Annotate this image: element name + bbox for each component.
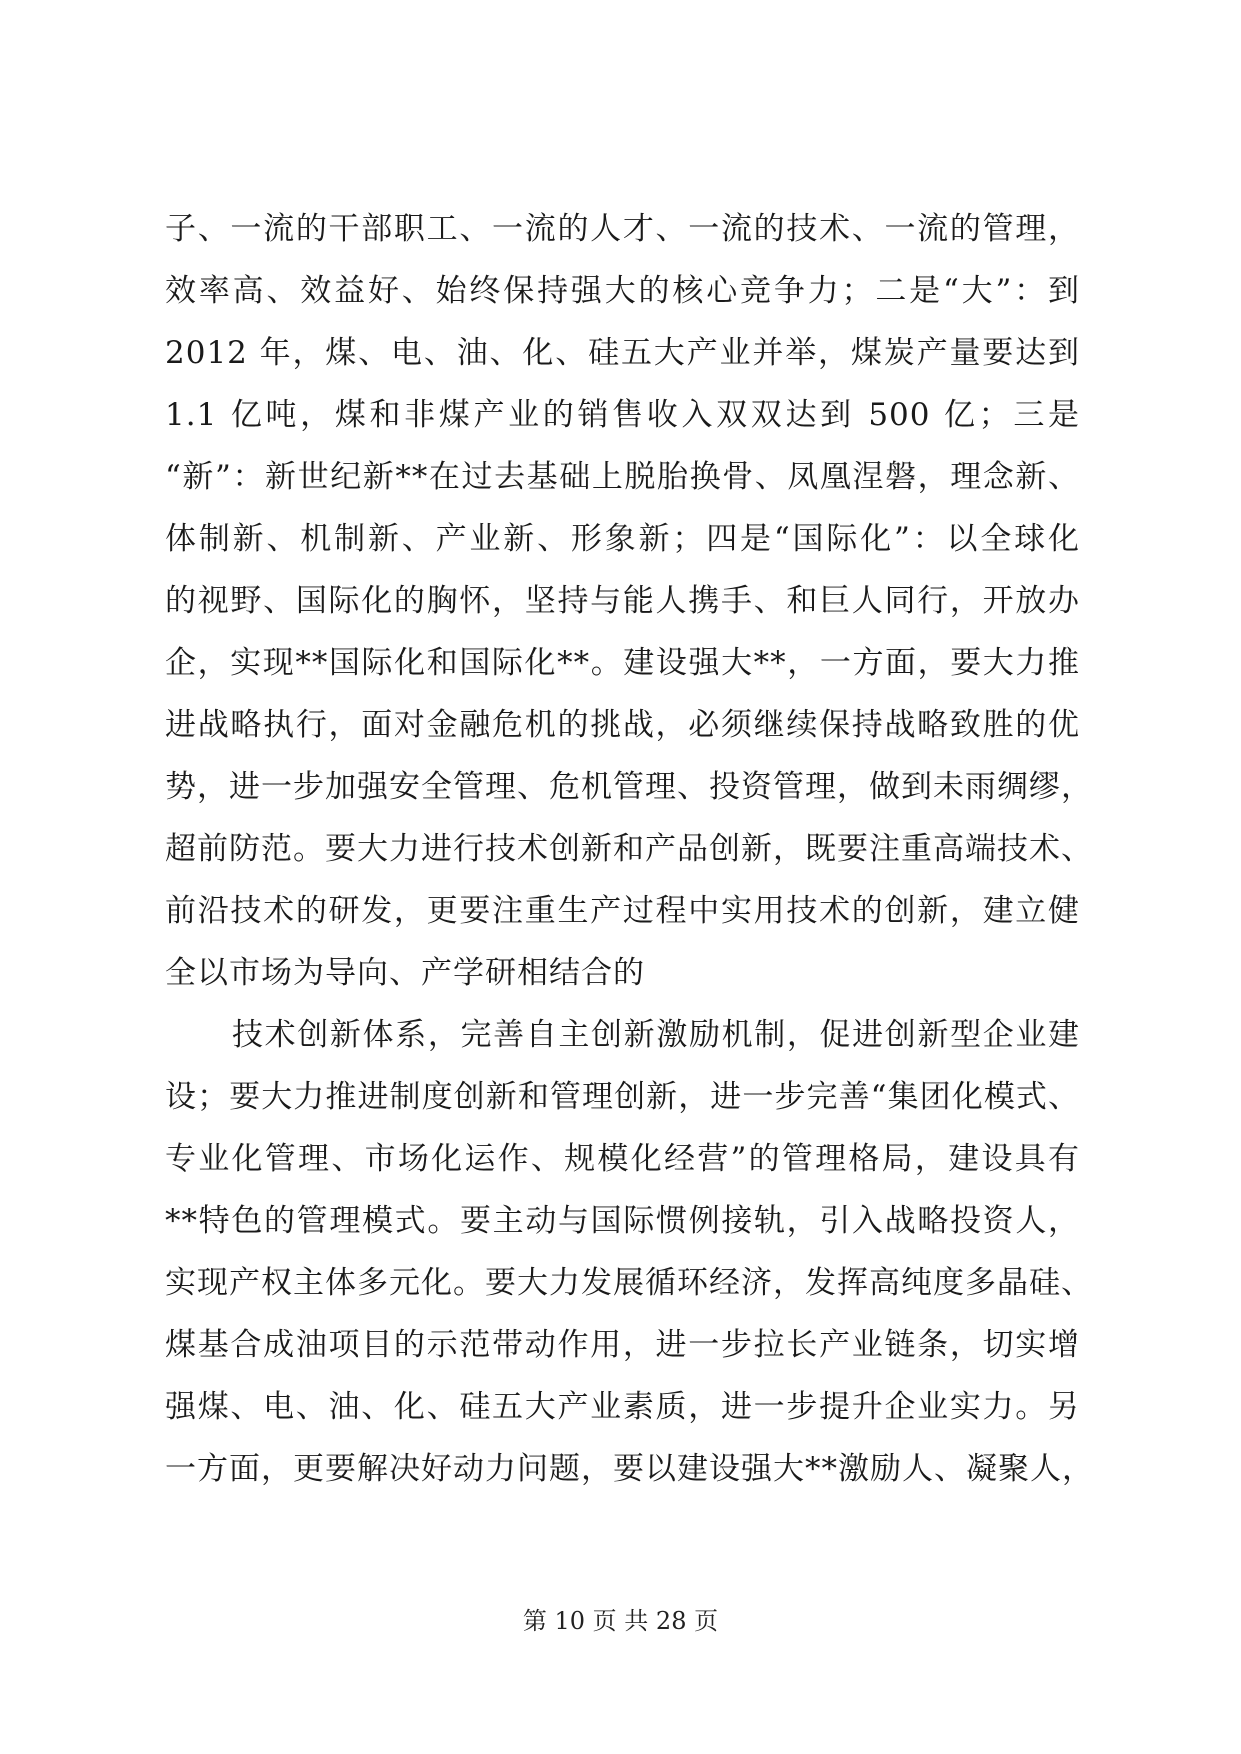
text-line: **特色的管理模式。要主动与国际惯例接轨，引入战略投资人，	[165, 1203, 1080, 1239]
text-line: 企，实现**国际化和国际化**。建设强大**，一方面，要大力推	[165, 645, 1080, 681]
text-line: 一方面，更要解决好动力问题，要以建设强大**激励人、凝聚人，	[165, 1451, 1094, 1487]
text-line: 实现产权主体多元化。要大力发展循环经济，发挥高纯度多晶硅、	[165, 1265, 1093, 1301]
text-line: 效率高、效益好、始终保持强大的核心竞争力；二是“大”：到	[165, 273, 1080, 309]
text-line: 强煤、电、油、化、硅五大产业素质，进一步提升企业实力。另	[165, 1389, 1080, 1425]
text-line: 设；要大力推进制度创新和管理创新，进一步完善“集团化模式、	[165, 1079, 1080, 1115]
text-line: 势，进一步加强安全管理、危机管理、投资管理，做到未雨绸缪，	[165, 769, 1093, 805]
text-line: 进战略执行，面对金融危机的挑战，必须继续保持战略致胜的优	[165, 707, 1080, 743]
text-line: “新”：新世纪新**在过去基础上脱胎换骨、凤凰涅磐，理念新、	[165, 459, 1080, 495]
text-line: 技术创新体系，完善自主创新激励机制，促进创新型企业建	[232, 1017, 1080, 1053]
text-line: 全以市场为导向、产学研相结合的	[165, 955, 645, 991]
text-line: 体制新、机制新、产业新、形象新；四是“国际化”：以全球化	[165, 521, 1080, 557]
text-line: 2012 年，煤、电、油、化、硅五大产业并举，煤炭产量要达到	[165, 335, 1080, 371]
page-number-footer: 第 10 页 共 28 页	[522, 1607, 719, 1635]
text-line: 前沿技术的研发，更要注重生产过程中实用技术的创新，建立健	[165, 893, 1080, 929]
text-line: 专业化管理、市场化运作、规模化经营”的管理格局，建设具有	[165, 1141, 1080, 1177]
text-line: 1.1 亿吨，煤和非煤产业的销售收入双双达到 500 亿；三是	[165, 397, 1080, 433]
body-text	[165, 198, 1094, 1500]
paragraph-1	[165, 198, 1093, 1004]
text-line: 子、一流的干部职工、一流的人才、一流的技术、一流的管理，	[165, 211, 1080, 247]
text-line: 煤基合成油项目的示范带动作用，进一步拉长产业链条，切实增	[165, 1327, 1080, 1363]
text-line: 的视野、国际化的胸怀，坚持与能人携手、和巨人同行，开放办	[165, 583, 1080, 619]
paragraph-2	[165, 1004, 1094, 1500]
text-line: 超前防范。要大力进行技术创新和产品创新，既要注重高端技术、	[165, 831, 1093, 867]
